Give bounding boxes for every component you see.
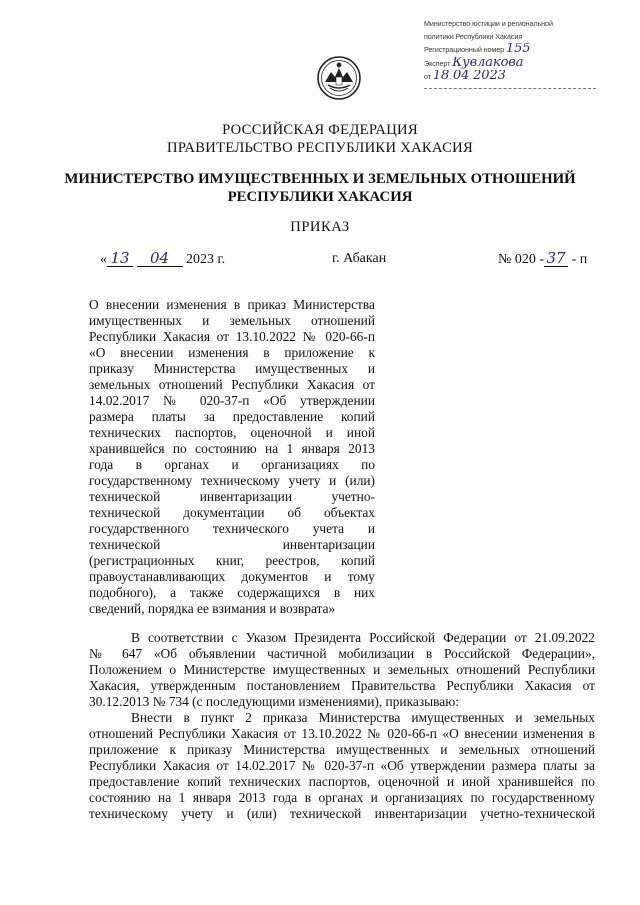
- date-month: 04: [137, 251, 183, 267]
- stamp-date-label: от: [424, 72, 431, 82]
- coat-of-arms-icon: [316, 55, 362, 101]
- date-open-quote: «: [100, 252, 107, 267]
- body-line: Внести в пункт 2 приказа Министерства имущественных и земельных: [131, 710, 595, 725]
- subject-line: технической инвентаризации учетно-: [89, 489, 375, 504]
- stamp-signer-label: Эксперт: [424, 58, 451, 68]
- subject-line: хранившейся по состоянию на 1 января 2013: [89, 441, 375, 456]
- subject-line: земельных отношений Республики Хакасия от: [89, 377, 375, 392]
- stamp-date-year: 2023: [473, 70, 506, 84]
- stamp-date-row: от 18. 04. 2023: [424, 70, 506, 84]
- stamp-line: [424, 43, 600, 57]
- stamp-date-month: 04: [452, 70, 470, 84]
- body-line: техническому учету и (или) технической инвентаризации учетно-технической: [89, 806, 595, 821]
- subject-line: приказу Министерства имущественных и: [89, 361, 375, 376]
- subject-line: года в органах и организациях по: [89, 457, 375, 472]
- subject-line: правоустанавливающих документов и тому: [89, 569, 375, 584]
- stamp-date-day: 18: [432, 70, 450, 84]
- subject-line: подобного), а также содержащихся в них: [89, 585, 375, 600]
- subject-line: (регистрационных книг, реестров, копий: [89, 553, 375, 568]
- stamp-divider: [424, 88, 596, 89]
- subject-line: имущественных и земельных отношений: [89, 313, 375, 328]
- stamp-line: Министерство юстиции и региональной: [424, 19, 553, 28]
- body-line: Республики Хакасия от 14.02.2017 № 020-37-п «Об утверждении размера платы за: [89, 758, 595, 773]
- body-line: отношений Республики Хакасия от 13.10.2022 № 020-66-п «О внесении изменения в: [89, 726, 595, 741]
- order-date: [100, 251, 225, 268]
- body-line: № 647 «Об объявлении частичной мобилизации в Российской Федерации»,: [89, 646, 595, 661]
- body-line: В соответствии с Указом Президента Российской Федерации от 21.09.2022: [131, 630, 595, 645]
- subject-line: 14.02.2017 № 020-37-п «Об утверждении: [89, 393, 375, 408]
- body-line: 30.12.2013 № 734 (с последующими изменениями), приказываю:: [89, 694, 459, 709]
- order-number: [498, 251, 587, 268]
- registration-stamp: [424, 18, 600, 122]
- subject-line: Республики Хакасия от 13.10.2022 № 020-66-п: [89, 329, 375, 344]
- ministry-heading-line2: РЕСПУБЛИКИ ХАКАСИЯ: [227, 189, 413, 205]
- order-number-hand: 37: [544, 251, 568, 267]
- order-number-prefix: № 020 -: [498, 252, 545, 267]
- order-subject: [89, 297, 375, 617]
- order-number-suffix: - п: [571, 252, 588, 267]
- ministry-heading-line1: МИНИСТЕРСТВО ИМУЩЕСТВЕННЫХ И ЗЕМЕЛЬНЫХ ОТНОШЕНИЙ: [64, 171, 576, 187]
- body-line: Хакасия, утвержденным постановлением Правительства Республики Хакасия от: [89, 678, 595, 693]
- body-line: предоставление копий технических паспортов, оценочной и иной хранившейся по: [89, 774, 595, 789]
- subject-line: государственного технического учета и: [89, 521, 375, 536]
- order-body: [89, 630, 595, 822]
- body-line: приложение к приказу Министерства имущественных и земельных отношений: [89, 742, 595, 757]
- subject-line: сведений, порядка ее взимания и возврата»: [89, 601, 336, 616]
- country-heading: РОССИЙСКАЯ ФЕДЕРАЦИЯ: [222, 122, 418, 138]
- government-heading: ПРАВИТЕЛЬСТВО РЕСПУБЛИКИ ХАКАСИЯ: [167, 140, 473, 156]
- subject-line: технических паспортов, оценочной и иной: [89, 425, 375, 440]
- subject-line: размера платы за предоставление копий: [89, 409, 375, 424]
- document-type: ПРИКАЗ: [290, 219, 350, 235]
- date-day: 13: [107, 251, 133, 267]
- subject-line: государственному техническому учету и (или): [89, 473, 375, 488]
- order-city: г. Абакан: [332, 251, 387, 266]
- stamp-reg-label: Регистрационный номер: [424, 45, 505, 55]
- stamp-signer-row: [424, 57, 600, 71]
- subject-line: технической документации об объектах: [89, 505, 375, 520]
- body-line: Положением о Министерстве имущественных и земельных отношений Республики: [89, 662, 595, 677]
- stamp-signature: Кувлакова: [452, 56, 524, 70]
- subject-line: технической инвентаризации: [89, 537, 375, 552]
- date-year: 2023 г.: [186, 252, 226, 267]
- subject-line: «О внесении изменения в приложение к: [89, 345, 375, 360]
- stamp-reg-number: 155: [505, 43, 531, 57]
- subject-line: О внесении изменения в приказ Министерства: [89, 297, 375, 312]
- stamp-line: политики Республики Хакасия: [424, 31, 523, 41]
- body-line: состоянию на 1 января 2013 года в органах и организациях по государственному: [89, 790, 595, 805]
